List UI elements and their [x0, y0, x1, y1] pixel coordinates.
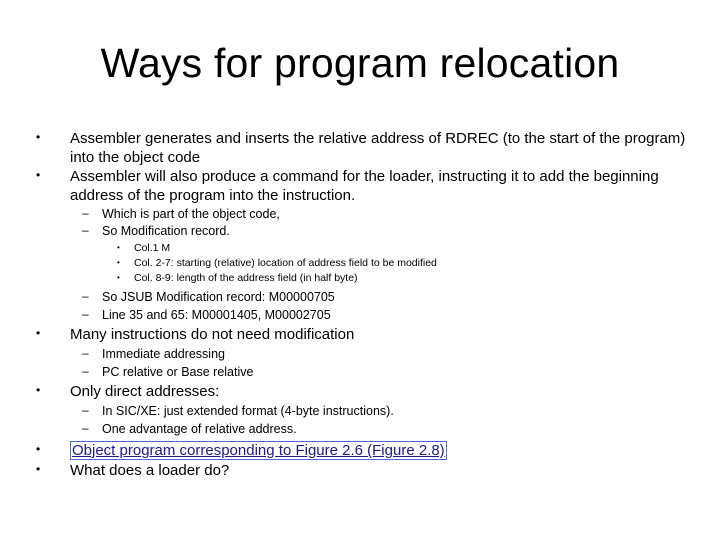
sub-bullet-marker: – — [82, 421, 89, 435]
sub-bullet-text: Which is part of the object code, — [102, 207, 280, 221]
sub-sub-bullet-text: Col. 8-9: length of the address field (in half byte) — [134, 272, 358, 284]
bullet-marker: • — [36, 442, 41, 456]
bullet-marker: • — [36, 462, 41, 476]
sub-bullet-marker: – — [82, 346, 89, 360]
sub-bullet-marker: – — [82, 403, 89, 417]
bullet-marker: • — [36, 130, 41, 144]
bullet-text — [70, 441, 690, 460]
sub-bullet-text: So Modification record. — [102, 224, 230, 238]
sub-bullet-text: So JSUB Modification record: M00000705 — [102, 290, 335, 304]
bullet-text: What does a loader do? — [70, 462, 230, 479]
slide-title: Ways for program relocation — [100, 40, 620, 86]
bullet-text: Assembler generates and inserts the relative address of RDREC (to the start of the program) into the object code — [70, 130, 686, 166]
sub-bullet-marker: – — [82, 307, 89, 321]
sub-bullet-text: Immediate addressing — [102, 347, 225, 361]
bullet-text: Many instructions do not need modification — [70, 326, 355, 343]
sub-sub-bullet-marker: • — [117, 273, 120, 282]
sub-sub-bullet-marker: • — [117, 258, 120, 267]
sub-bullet-marker: – — [82, 223, 89, 237]
bullet-marker: • — [36, 168, 41, 182]
sub-sub-bullet-text: Col.1 M — [134, 242, 171, 254]
sub-bullet-text: One advantage of relative address. — [102, 422, 297, 436]
sub-bullet-marker: – — [82, 289, 89, 303]
sub-sub-bullet-marker: • — [117, 243, 120, 252]
sub-bullet-text: Line 35 and 65: M00001405, M00002705 — [102, 308, 331, 322]
sub-bullet-marker: – — [82, 364, 89, 378]
bullet-text: Only direct addresses: — [70, 383, 220, 400]
sub-bullet-text: PC relative or Base relative — [102, 365, 254, 379]
bullet-marker: • — [36, 326, 41, 340]
sub-bullet-text: In SIC/XE: just extended format (4-byte instructions). — [102, 404, 394, 418]
sub-bullet-marker: – — [82, 206, 89, 220]
bullet-text: Assembler will also produce a command for the loader, instructing it to add the beginning address of the program into the instruction. — [70, 168, 659, 204]
figure-link[interactable]: Object program corresponding to Figure 2.6 (Figure 2.8) — [72, 442, 445, 459]
bullet-marker: • — [36, 383, 41, 397]
sub-sub-bullet-text: Col. 2-7: starting (relative) location of address field to be modified — [134, 257, 437, 269]
